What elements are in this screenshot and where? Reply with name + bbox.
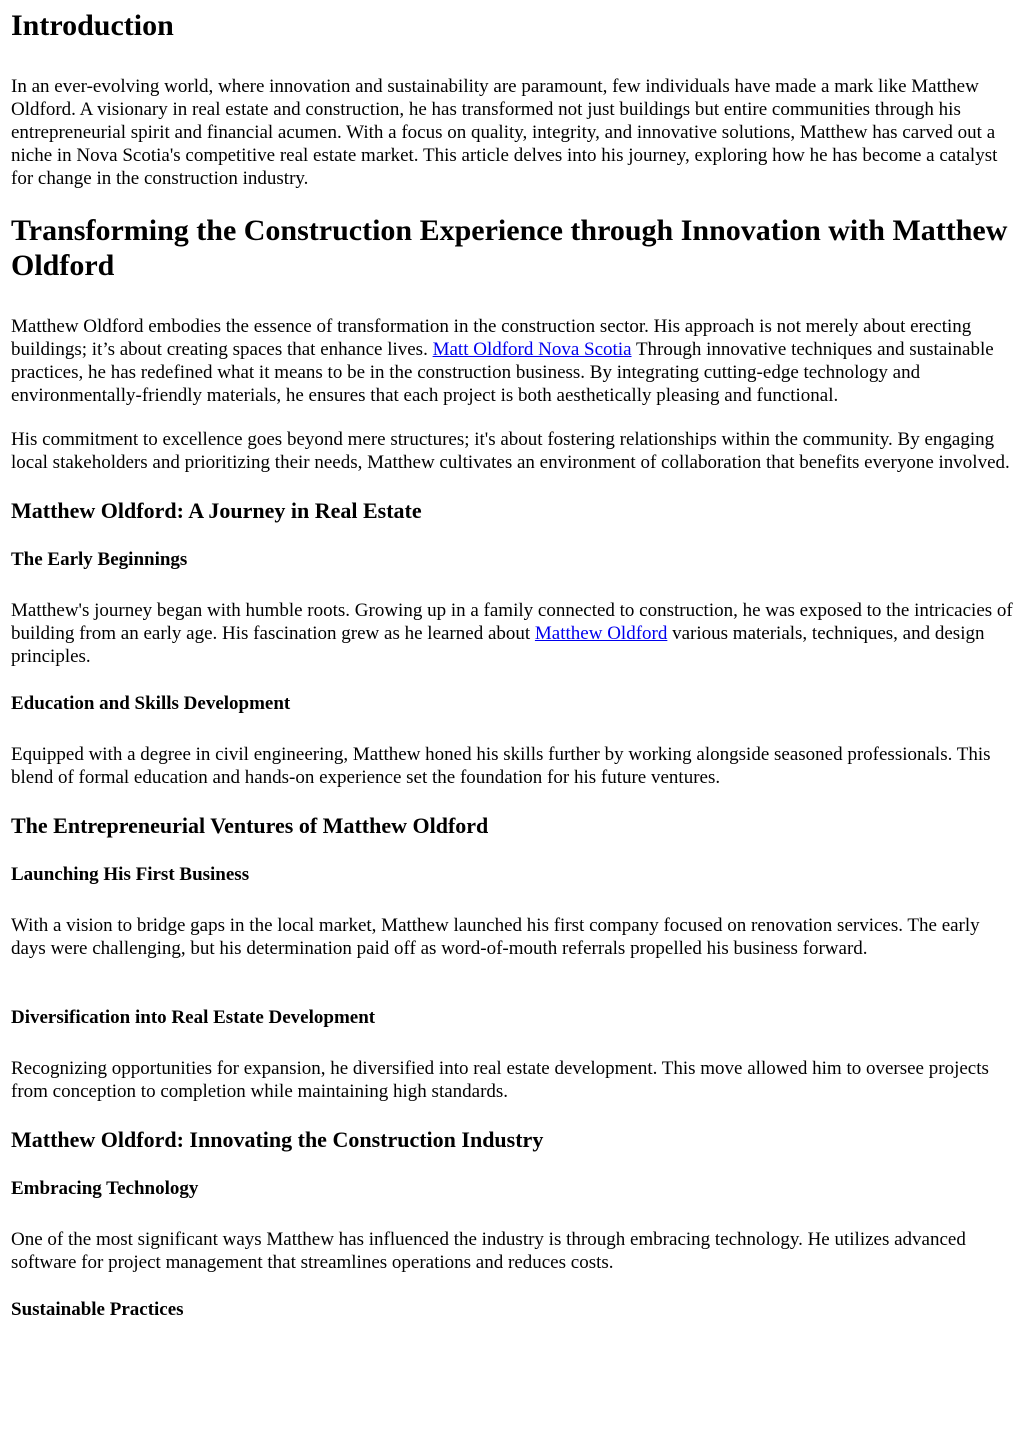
journey-heading: Matthew Oldford: A Journey in Real Estate (11, 498, 422, 523)
early-text-b: various materials, techniques, and design principles. (11, 623, 985, 667)
launch-heading: Launching His First Business (11, 864, 250, 885)
article (0, 8, 1024, 1321)
intro-heading: Introduction (11, 9, 174, 42)
launch-paragraph: With a vision to bridge gaps in the local market, Matthew launched his first company focused on renovation services. The early days were challenging, but his determination paid off as word-of-mouth referrals propelled his business forward. (11, 915, 980, 959)
ventures-heading: The Entrepreneurial Ventures of Matthew Oldford (11, 813, 489, 838)
matt-oldford-nova-scotia-link[interactable]: Matt Oldford Nova Scotia (432, 339, 632, 360)
transform-paragraph-2: His commitment to excellence goes beyond mere structures; it's about fostering relationships within the community. By engaging local stakeholders and prioritizing their needs, Matthew cultivates an environment of collaboration that benefits everyone involved. (11, 429, 1010, 473)
technology-heading: Embracing Technology (11, 1178, 199, 1199)
transform-text-a: Matthew Oldford embodies the essence of transformation in the construction sector. His approach is not merely about erecting buildings; it’s about creating spaces that enhance lives. (11, 316, 972, 360)
early-beginnings-heading: The Early Beginnings (11, 549, 188, 570)
education-paragraph: Equipped with a degree in civil engineering, Matthew honed his skills further by working alongside seasoned professionals. This blend of formal education and hands-on experience set the foundation for his future ventures. (11, 744, 991, 788)
intro-paragraph: In an ever-evolving world, where innovation and sustainability are paramount, few individuals have made a mark like Matthew Oldford. A visionary in real estate and construction, he has transformed not just buildings but entire communities through his entrepreneurial spirit and financial acumen. With a focus on quality, integrity, and innovative solutions, Matthew has carved out a niche in Nova Scotia's competitive real estate market. This article delves into his journey, exploring how he has become a catalyst for change in the construction industry. (11, 76, 998, 189)
early-beginnings-paragraph (11, 599, 1013, 668)
matthew-oldford-link[interactable]: Matthew Oldford (534, 623, 668, 644)
diversification-paragraph: Recognizing opportunities for expansion, he diversified into real estate development. This move allowed him to oversee projects from conception to completion while maintaining high standards. (11, 1058, 989, 1102)
transform-heading: Transforming the Construction Experience through Innovation with Matthew Oldford (11, 214, 1008, 282)
transform-paragraph-1 (11, 315, 1013, 407)
innovating-heading: Matthew Oldford: Innovating the Construction Industry (11, 1127, 544, 1152)
early-text-a: Matthew's journey began with humble roots. Growing up in a family connected to construction, he was exposed to the intricacies of building from an early age. His fascination grew as he learned about (11, 600, 1013, 644)
transform-text-b: Through innovative techniques and sustainable practices, he has redefined what it means to be in the construction business. By integrating cutting-edge technology and environmentally-friendly materials, he ensures that each project is both aesthetically pleasing and functional. (11, 339, 994, 406)
diversification-heading: Diversification into Real Estate Development (11, 1007, 376, 1028)
technology-paragraph: One of the most significant ways Matthew has influenced the industry is through embracing technology. He utilizes advanced software for project management that streamlines operations and reduces costs. (11, 1229, 966, 1273)
sustainable-practices-heading: Sustainable Practices (11, 1299, 184, 1320)
education-heading: Education and Skills Development (11, 693, 291, 714)
